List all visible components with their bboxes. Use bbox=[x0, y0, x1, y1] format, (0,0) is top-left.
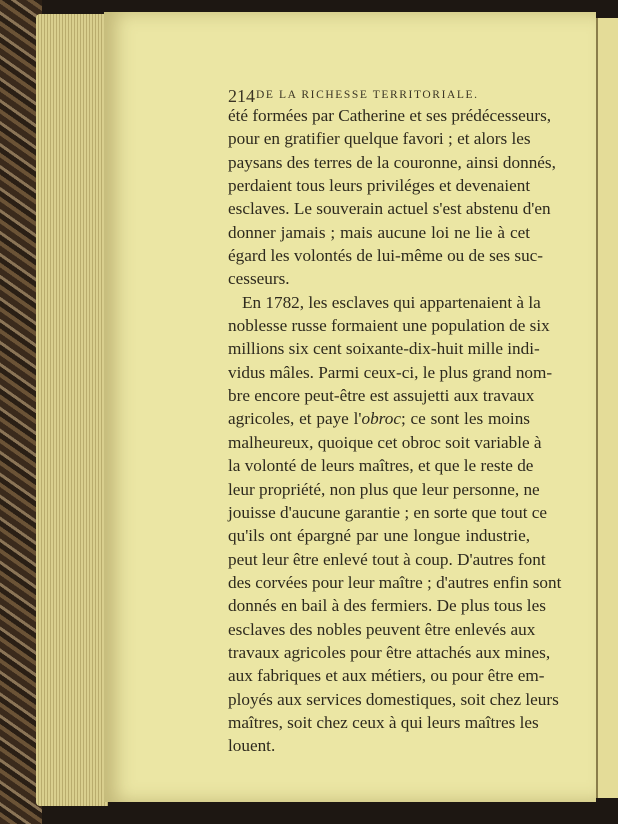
text-line: paysans des terres de la couronne, ainsi donnés, bbox=[228, 152, 556, 172]
text-line: millions six cent soixante-dix-huit mille indi- bbox=[228, 339, 540, 359]
page-edges bbox=[36, 14, 108, 806]
text-line: la volonté de leurs maîtres, et que le reste de bbox=[228, 456, 534, 476]
text-line: leur propriété, non plus que leur personne, ne bbox=[228, 479, 540, 499]
text-line: qu'ils ont épargné par une longue industrie, bbox=[228, 526, 530, 546]
text-line: bre encore peut-être est assujetti aux travaux bbox=[228, 386, 535, 406]
running-title: DE LA RICHESSE TERRITORIALE. bbox=[256, 89, 479, 101]
text-line: agricoles, et paye l'obroc; ce sont les moins bbox=[228, 409, 530, 429]
text-line: jouisse d'aucune garantie ; en sorte que tout ce bbox=[228, 502, 548, 522]
text-line: donnés en bail à des fermiers. De plus tous les bbox=[228, 596, 546, 616]
text-line: esclaves. Le souverain actuel s'est abstenu d'en bbox=[228, 199, 551, 219]
text-line: cesseurs. bbox=[228, 269, 290, 289]
text-line: ployés aux services domestiques, soit chez leurs bbox=[228, 689, 559, 709]
text-line: travaux agricoles pour être attachés aux mines, bbox=[228, 642, 551, 662]
text-line: malheureux, quoique cet obroc soit variable à bbox=[228, 432, 542, 452]
text-line: maîtres, soit chez ceux à qui leurs maîtres les bbox=[228, 712, 539, 732]
text-line: pour en gratifier quelque favori ; et alors les bbox=[228, 129, 531, 149]
text-line: noblesse russe formaient une population de six bbox=[228, 316, 550, 336]
text-line: donner jamais ; mais aucune loi ne lie à cet bbox=[228, 222, 530, 242]
text-line: des corvées pour leur maître ; d'autres enfin sont bbox=[228, 572, 562, 592]
page-number: 214 bbox=[228, 86, 255, 106]
facing-page-edge bbox=[596, 18, 618, 798]
text-line: louent. bbox=[228, 736, 276, 756]
text-line: esclaves des nobles peuvent être enlevés aux bbox=[228, 619, 536, 639]
page-body-text bbox=[228, 104, 562, 758]
text-line: aux fabriques et aux métiers, ou pour être em- bbox=[228, 666, 545, 686]
text-line: perdaient tous leurs priviléges et devenaient bbox=[228, 176, 531, 196]
text-line: égard les volontés de lui-même ou de ses suc- bbox=[228, 246, 544, 266]
text-line: En 1782, les esclaves qui appartenaient à la bbox=[242, 292, 541, 312]
text-line: peut leur être enlevé tout à coup. D'autres font bbox=[228, 549, 546, 569]
text-line: été formées par Catherine et ses prédécesseurs, bbox=[228, 106, 552, 125]
text-line: vidus mâles. Parmi ceux-ci, le plus grand nom- bbox=[228, 362, 553, 382]
